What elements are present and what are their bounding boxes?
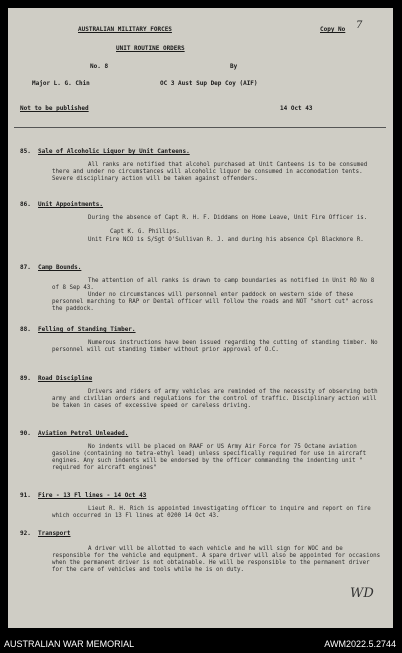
section-title: Felling of Standing Timber. [38, 326, 136, 333]
archive-footer [0, 634, 402, 653]
section-title: Unit Appointments. [38, 201, 104, 208]
section-number: 91. [20, 492, 31, 499]
handwritten-initials: WD [350, 586, 374, 601]
section-number: 88. [20, 326, 31, 333]
publish-note: Not to be published [20, 105, 89, 112]
section-number: 85. [20, 148, 31, 155]
section-paragraph: No indents will be placed on RAAF or US Army Air Force for 75 Octane aviation gasoline (containing no tetra-ethyl lead) unless specifically required for use in aircraft engines. Any such indents will be endorsed by the officer commanding the indenting unit " required for aircraft engines" [52, 444, 367, 471]
officer-name: Major L. G. Chin [32, 80, 90, 87]
section-number: 92. [20, 530, 31, 537]
section-number: 89. [20, 375, 31, 382]
section-title: Aviation Petrol Unleaded. [38, 430, 129, 437]
order-date: 14 Oct 43 [280, 105, 313, 112]
section-number: 86. [20, 201, 31, 208]
section-paragraph: Lieut R. H. Rich is appointed investigating officer to inquire and report on fire which occurred in 13 Fl lines at 0200 14 Oct 43. [52, 506, 371, 519]
header-divider [14, 127, 386, 128]
orders-title: UNIT ROUTINE ORDERS [116, 45, 185, 52]
unit-name: OC 3 Aust Sup Dep Coy (AIF) [160, 80, 258, 87]
copy-number: 7 [356, 20, 363, 31]
header-title: AUSTRALIAN MILITARY FORCES [78, 26, 172, 33]
by-label: By [230, 63, 238, 70]
section-number: 90. [20, 430, 31, 437]
section-paragraph: Drivers and riders of army vehicles are reminded of the necessity of observing both army and civilian orders and regulations for the control of traffic. Disciplinary action will be taken in cases of excessive speed or careless driving. [52, 389, 378, 409]
section-paragraph: During the absence of Capt R. H. F. Diddams on Home Leave, Unit Fire Officer is. [88, 215, 368, 221]
section-paragraph: Numerous instructions have been issued regarding the cutting of standing timber. No personnel will cut standing timber without prior approval of O.C. [52, 340, 378, 353]
section-number: 87. [20, 264, 31, 271]
section-title: Sale of Alcoholic Liquor by Unit Canteens. [38, 148, 190, 155]
section-title: Transport [38, 530, 71, 537]
section-title: Fire - 13 Fl lines - 14 Oct 43 [38, 492, 147, 499]
section-paragraph: The attention of all ranks is drawn to camp boundaries as notified in Unit RO No 8 of 8 Sep 43. [52, 278, 375, 291]
footer-accession: AWM2022.5.2744 [324, 639, 396, 649]
section-title: Road Discipline [38, 375, 93, 382]
section-paragraph: Unit Fire NCO is S/Sgt O'Sullivan R. J. and during his absence Cpl Blackmore R. [88, 237, 364, 243]
footer-source: AUSTRALIAN WAR MEMORIAL [4, 639, 135, 649]
section-paragraph: Capt K. G. Phillips. [110, 229, 180, 235]
section-paragraph: A driver will be allotted to each vehicle and he will sign for WOC and be responsible for the vehicle and equipment. A spare driver will also be appointed for occasions when the permanent driver is not obtainable. He will be responsible to the permanent driver for the care of vehicles and tools while he is on duty. [52, 546, 381, 573]
order-number: No. 8 [90, 63, 109, 70]
document-page [8, 8, 393, 628]
copy-label: Copy No [320, 26, 346, 33]
section-paragraph: Under no circumstances will personnel enter paddock on western side of these personnel marching to RAP or Dental officer will follow the roads and NOT "short cut" across the paddock. [52, 292, 374, 312]
section-paragraph: All ranks are notified that alcohol purchased at Unit Canteens is to be consumed there and under no circumstances will alcoholic liquor be consumed in accomodation tents. Severe disciplinary action will be taken against offenders. [52, 162, 368, 182]
section-title: Camp Bounds. [38, 264, 82, 271]
